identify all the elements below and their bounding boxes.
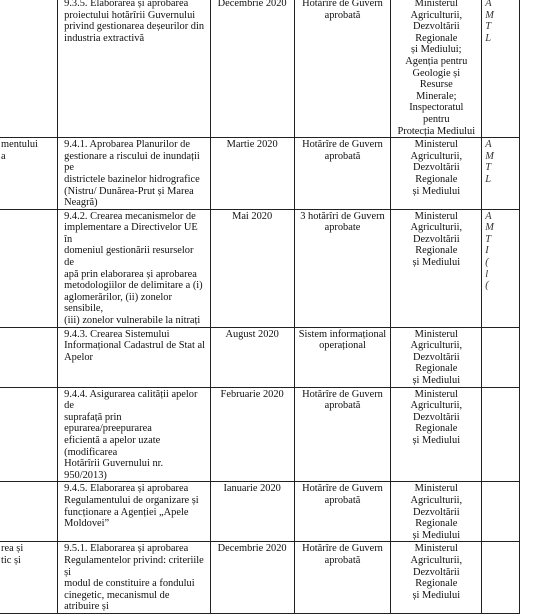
partner-cell xyxy=(482,387,520,482)
measure-cell: 9.4.4. Asigurarea calității apelor de suprafață prin epurarea/preepurarea eficientă a apelor uzate (modificarea Hotărîrii Guvernului nr. 950/2013) xyxy=(58,387,211,482)
responsible-cell: Ministerul Agriculturii, Dezvoltării Regionale și Mediului xyxy=(391,138,482,210)
indicator-cell: Hotărîre de Guvern aprobată xyxy=(294,542,391,614)
responsible-cell: Ministerul Agriculturii, Dezvoltării Regionale și Mediului xyxy=(391,482,482,542)
indicator-cell: Sistem informațional operațional xyxy=(294,327,391,387)
partner-cell: A M T L xyxy=(482,138,520,210)
table-row xyxy=(0,482,520,542)
domain-cell: rea și tic și xyxy=(0,542,58,614)
table-row xyxy=(0,542,520,614)
measure-cell: 9.4.5. Elaborarea și aprobarea Regulamentului de organizare și funcționare a Agenției „Apele Moldovei” xyxy=(58,482,211,542)
deadline-cell: Martie 2020 xyxy=(210,138,294,210)
indicator-cell: Hotărîre de Guvern aprobată xyxy=(294,138,391,210)
domain-cell xyxy=(0,327,58,387)
deadline-cell: Februarie 2020 xyxy=(210,387,294,482)
partner-cell: A M T L xyxy=(482,0,520,138)
table-row xyxy=(0,209,520,327)
deadline-cell: Ianuarie 2020 xyxy=(210,482,294,542)
deadline-cell: Mai 2020 xyxy=(210,209,294,327)
table-row xyxy=(0,138,520,210)
deadline-cell: Decembrie 2020 xyxy=(210,0,294,138)
indicator-cell: Hotărîre de Guvern aprobată xyxy=(294,0,391,138)
partner-cell xyxy=(482,482,520,542)
domain-cell xyxy=(0,209,58,327)
measure-cell: 9.4.2. Crearea mecanismelor de implementare a Directivelor UE în domeniul gestionării resurselor de apă prin elaborarea și aprobarea metodologiilor de delimitare a (i) aglomerărilor, (ii) zonelor sensibile, (iii) zonelor vulnerabile la nitrați xyxy=(58,209,211,327)
partner-cell xyxy=(482,327,520,387)
table-row xyxy=(0,327,520,387)
responsible-cell: Ministerul Agriculturii, Dezvoltării Regionale și Mediului xyxy=(391,387,482,482)
indicator-cell: Hotărîre de Guvern aprobată xyxy=(294,387,391,482)
measure-cell: 9.4.3. Crearea Sistemului Informațional Cadastrul de Stat al Apelor xyxy=(58,327,211,387)
measure-cell: 9.4.1. Aprobarea Planurilor de gestionare a riscului de inundații pe districtele bazinelor hidrografice (Nistru/ Dunărea-Prut și Marea Neagră) xyxy=(58,138,211,210)
domain-cell xyxy=(0,482,58,542)
partner-cell: A M T I ( l ( xyxy=(482,209,520,327)
table-row xyxy=(0,0,520,138)
domain-cell xyxy=(0,387,58,482)
domain-cell: mentului a xyxy=(0,138,58,210)
indicator-cell: 3 hotărîri de Guvern aprobate xyxy=(294,209,391,327)
domain-cell xyxy=(0,0,58,138)
responsible-cell: Ministerul Agriculturii, Dezvoltării Regionale și Mediului xyxy=(391,327,482,387)
measure-cell: 9.5.1. Elaborarea și aprobarea Regulamentelor privind: criteriile și modul de constituire a fondului cinegetic, mecanismul de atribuire și xyxy=(58,542,211,614)
table-row xyxy=(0,387,520,482)
measure-cell: 9.3.5. Elaborarea și aprobarea proiectului hotărîrii Guvernului privind gestionarea deșeurilor din industria extractivă xyxy=(58,0,211,138)
responsible-cell: Ministerul Agriculturii, Dezvoltării Regionale și Mediului xyxy=(391,542,482,614)
deadline-cell: August 2020 xyxy=(210,327,294,387)
responsible-cell: Ministerul Agriculturii, Dezvoltării Regionale și Mediului xyxy=(391,209,482,327)
responsible-cell: Ministerul Agriculturii, Dezvoltării Regionale și Mediului; Agenția pentru Geologie și Resurse Minerale; Inspectoratul pentru Protecția Mediului xyxy=(391,0,482,138)
deadline-cell: Decembrie 2020 xyxy=(210,542,294,614)
partner-cell xyxy=(482,542,520,614)
indicator-cell: Hotărîre de Guvern aprobată xyxy=(294,482,391,542)
